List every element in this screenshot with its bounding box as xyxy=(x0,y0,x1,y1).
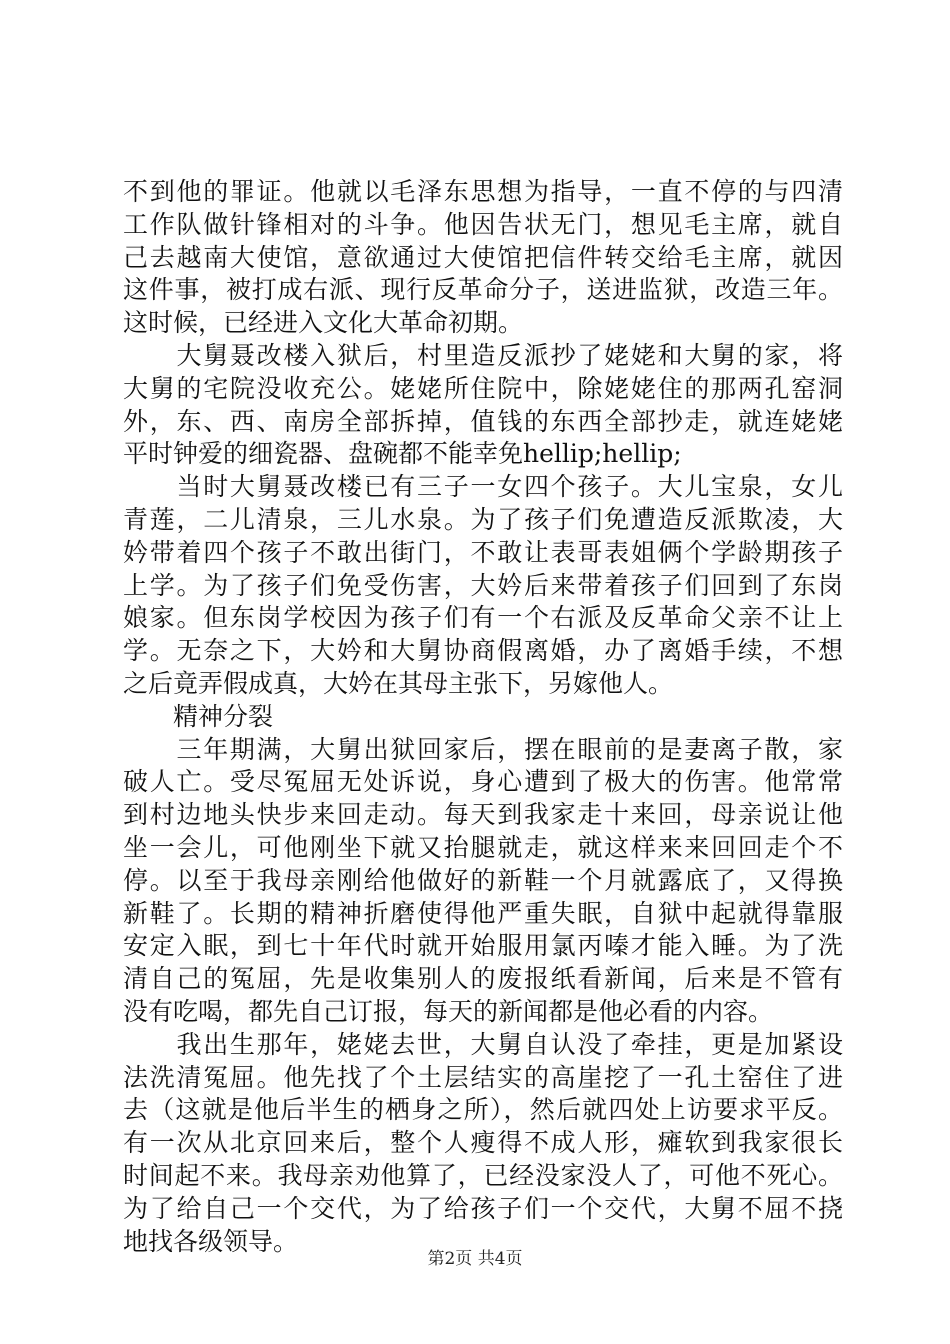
text-line: 清自己的冤屈，先是收集别人的废报纸看新闻，后来是不管有 xyxy=(123,964,843,994)
text-line: 当时大舅聂改楼已有三子一女四个孩子。大儿宝泉，女儿 xyxy=(123,472,843,502)
text-line: 工作队做针锋相对的斗争。他因告状无门，想见毛主席，就自 xyxy=(123,209,843,239)
text-line: 青莲，二儿清泉，三儿水泉。为了孩子们免遭造反派欺凌，大 xyxy=(123,504,843,534)
text-line: 去（这就是他后半生的栖身之所），然后就四处上访要求平反。 xyxy=(123,1095,843,1125)
text-line: 三年期满，大舅出狱回家后，摆在眼前的是妻离子散，家 xyxy=(123,734,843,764)
text-line: 娘家。但东岗学校因为孩子们有一个右派及反革命父亲不让上 xyxy=(123,603,843,633)
text-line: 安定入眠，到七十年代时就开始服用氯丙嗪才能入睡。为了洗 xyxy=(123,931,843,961)
text-line: 我出生那年，姥姥去世，大舅自认没了牵挂，更是加紧设 xyxy=(123,1029,843,1059)
page-footer: 第2页 共4页 xyxy=(427,1249,523,1269)
text-line: 精神分裂 xyxy=(123,701,274,731)
text-line: 学。无奈之下，大妗和大舅协商假离婚，办了离婚手续，不想 xyxy=(123,636,843,666)
text-line: 己去越南大使馆，意欲通过大使馆把信件转交给毛主席，就因 xyxy=(123,242,843,272)
text-line: 地找各级领导。 xyxy=(123,1226,299,1256)
text-line: 停。以至于我母亲刚给他做好的新鞋一个月就露底了，又得换 xyxy=(123,865,843,895)
text-line: 这时候，已经进入文化大革命初期。 xyxy=(123,308,524,338)
text-line: 到村边地头快步来回走动。每天到我家走十来回，母亲说让他 xyxy=(123,800,843,830)
text-line: 妗带着四个孩子不敢出街门，不敢让表哥表姐俩个学龄期孩子 xyxy=(123,537,843,567)
text-line: 为了给自己一个交代，为了给孩子们一个交代，大舅不屈不挠 xyxy=(123,1193,843,1223)
text-line: 没有吃喝，都先自己订报，每天的新闻都是他必看的内容。 xyxy=(123,996,774,1026)
text-line: 新鞋了。长期的精神折磨使得他严重失眠，自狱中起就得靠服 xyxy=(123,898,843,928)
text-line: 坐一会儿，可他刚坐下就又抬腿就走，就这样来来回回走个不 xyxy=(123,832,843,862)
text-line: 上学。为了孩子们免受伤害，大妗后来带着孩子们回到了东岗 xyxy=(123,570,843,600)
text-line: 平时钟爱的细瓷器、盘碗都不能幸免hellip;hellip; xyxy=(123,439,682,469)
text-line: 大舅的宅院没收充公。姥姥所住院中，除姥姥住的那两孔窑洞 xyxy=(123,373,843,403)
text-line: 之后竟弄假成真，大妗在其母主张下，另嫁他人。 xyxy=(123,668,674,698)
text-line: 外，东、西、南房全部拆掉，值钱的东西全部抄走，就连姥姥 xyxy=(123,406,843,436)
text-line: 有一次从北京回来后，整个人瘦得不成人形，瘫软到我家很长 xyxy=(123,1128,843,1158)
text-line: 法洗清冤屈。他先找了个土层结实的高崖挖了一孔土窑住了进 xyxy=(123,1062,843,1092)
text-line: 大舅聂改楼入狱后，村里造反派抄了姥姥和大舅的家，将 xyxy=(123,340,843,370)
body-text xyxy=(123,176,843,1258)
text-line: 时间起不来。我母亲劝他算了，已经没家没人了，可他不死心。 xyxy=(123,1160,843,1190)
text-line: 不到他的罪证。他就以毛泽东思想为指导，一直不停的与四清 xyxy=(123,177,843,206)
text-line: 这件事，被打成右派、现行反革命分子，送进监狱，改造三年。 xyxy=(123,275,843,305)
text-line: 破人亡。受尽冤屈无处诉说，身心遭到了极大的伤害。他常常 xyxy=(123,767,843,797)
